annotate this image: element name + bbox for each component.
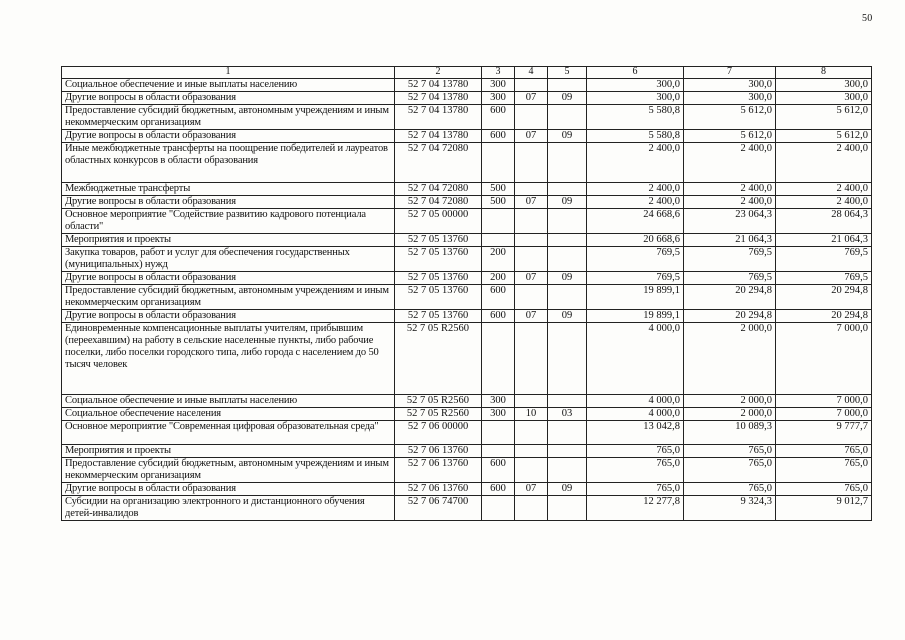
- expense-type-cell: [482, 209, 515, 234]
- expense-type-cell: [482, 323, 515, 395]
- expense-type-cell: 500: [482, 183, 515, 196]
- amount-cell-3: 769,5: [776, 247, 872, 272]
- amount-cell-3: 765,0: [776, 445, 872, 458]
- table-row: [62, 408, 872, 421]
- section-cell: [515, 105, 548, 130]
- amount-cell-2: 765,0: [684, 458, 776, 483]
- expense-type-cell: [482, 496, 515, 521]
- name-cell: Иные межбюджетные трансферты на поощрение победителей и лауреатов областных конкурсов в области образования: [62, 143, 395, 183]
- amount-cell-3: 9 777,7: [776, 421, 872, 445]
- expense-type-cell: 600: [482, 105, 515, 130]
- expense-type-cell: 300: [482, 92, 515, 105]
- expense-type-cell: 300: [482, 395, 515, 408]
- section-cell: [515, 183, 548, 196]
- column-header-2: 2: [395, 67, 482, 79]
- expense-type-cell: 200: [482, 272, 515, 285]
- table-row: [62, 196, 872, 209]
- amount-cell-3: 300,0: [776, 79, 872, 92]
- section-cell: 10: [515, 408, 548, 421]
- subsection-cell: [548, 247, 587, 272]
- amount-cell-1: 769,5: [587, 272, 684, 285]
- expense-type-cell: [482, 234, 515, 247]
- name-cell: Основное мероприятие "Современная цифровая образовательная среда": [62, 421, 395, 445]
- name-cell: Основное мероприятие "Содействие развитию кадрового потенциала области": [62, 209, 395, 234]
- code-cell: 52 7 05 R2560: [395, 395, 482, 408]
- table-row: [62, 496, 872, 521]
- subsection-cell: [548, 105, 587, 130]
- subsection-cell: [548, 285, 587, 310]
- expense-type-cell: [482, 421, 515, 445]
- code-cell: 52 7 04 72080: [395, 143, 482, 183]
- amount-cell-1: 19 899,1: [587, 285, 684, 310]
- subsection-cell: [548, 421, 587, 445]
- name-cell: Социальное обеспечение населения: [62, 408, 395, 421]
- amount-cell-1: 24 668,6: [587, 209, 684, 234]
- column-header-3: 3: [482, 67, 515, 79]
- amount-cell-1: 5 580,8: [587, 105, 684, 130]
- subsection-cell: 09: [548, 92, 587, 105]
- table-row: [62, 395, 872, 408]
- code-cell: 52 7 05 13760: [395, 234, 482, 247]
- code-cell: 52 7 04 13780: [395, 79, 482, 92]
- table-row: [62, 79, 872, 92]
- section-cell: 07: [515, 483, 548, 496]
- section-cell: [515, 209, 548, 234]
- table-row: [62, 209, 872, 234]
- subsection-cell: 09: [548, 130, 587, 143]
- amount-cell-3: 2 400,0: [776, 183, 872, 196]
- amount-cell-1: 4 000,0: [587, 408, 684, 421]
- amount-cell-1: 4 000,0: [587, 323, 684, 395]
- section-cell: [515, 247, 548, 272]
- amount-cell-3: 5 612,0: [776, 105, 872, 130]
- code-cell: 52 7 05 R2560: [395, 408, 482, 421]
- column-header-7: 7: [684, 67, 776, 79]
- subsection-cell: [548, 79, 587, 92]
- amount-cell-2: 2 400,0: [684, 143, 776, 183]
- amount-cell-2: 2 000,0: [684, 408, 776, 421]
- expense-type-cell: 600: [482, 458, 515, 483]
- code-cell: 52 7 04 72080: [395, 196, 482, 209]
- table-row: [62, 272, 872, 285]
- amount-cell-3: 7 000,0: [776, 408, 872, 421]
- column-header-6: 6: [587, 67, 684, 79]
- code-cell: 52 7 05 00000: [395, 209, 482, 234]
- subsection-cell: [548, 445, 587, 458]
- amount-cell-2: 2 400,0: [684, 183, 776, 196]
- name-cell: Другие вопросы в области образования: [62, 130, 395, 143]
- name-cell: Социальное обеспечение и иные выплаты населению: [62, 79, 395, 92]
- page-number: 50: [862, 13, 873, 24]
- section-cell: [515, 496, 548, 521]
- amount-cell-2: 300,0: [684, 92, 776, 105]
- table-row: [62, 458, 872, 483]
- code-cell: 52 7 05 R2560: [395, 323, 482, 395]
- amount-cell-1: 5 580,8: [587, 130, 684, 143]
- code-cell: 52 7 06 13760: [395, 445, 482, 458]
- column-header-1: 1: [62, 67, 395, 79]
- amount-cell-3: 769,5: [776, 272, 872, 285]
- name-cell: Другие вопросы в области образования: [62, 272, 395, 285]
- amount-cell-3: 7 000,0: [776, 323, 872, 395]
- subsection-cell: [548, 496, 587, 521]
- amount-cell-2: 20 294,8: [684, 285, 776, 310]
- amount-cell-3: 9 012,7: [776, 496, 872, 521]
- table-row: [62, 323, 872, 395]
- amount-cell-2: 2 000,0: [684, 395, 776, 408]
- expense-type-cell: 500: [482, 196, 515, 209]
- code-cell: 52 7 05 13760: [395, 247, 482, 272]
- section-cell: 07: [515, 310, 548, 323]
- amount-cell-2: 769,5: [684, 272, 776, 285]
- amount-cell-2: 2 400,0: [684, 196, 776, 209]
- amount-cell-1: 19 899,1: [587, 310, 684, 323]
- amount-cell-1: 2 400,0: [587, 183, 684, 196]
- code-cell: 52 7 05 13760: [395, 310, 482, 323]
- expense-type-cell: [482, 445, 515, 458]
- table-row: [62, 183, 872, 196]
- amount-cell-3: 28 064,3: [776, 209, 872, 234]
- subsection-cell: 09: [548, 310, 587, 323]
- amount-cell-2: 2 000,0: [684, 323, 776, 395]
- table-row: [62, 143, 872, 183]
- amount-cell-2: 21 064,3: [684, 234, 776, 247]
- subsection-cell: 09: [548, 483, 587, 496]
- expense-type-cell: 600: [482, 285, 515, 310]
- amount-cell-3: 2 400,0: [776, 143, 872, 183]
- name-cell: Предоставление субсидий бюджетным, автономным учреждениям и иным некоммерческим организациям: [62, 458, 395, 483]
- code-cell: 52 7 04 13780: [395, 130, 482, 143]
- code-cell: 52 7 04 13780: [395, 105, 482, 130]
- amount-cell-1: 12 277,8: [587, 496, 684, 521]
- amount-cell-1: 2 400,0: [587, 143, 684, 183]
- table-row: [62, 92, 872, 105]
- section-cell: [515, 421, 548, 445]
- subsection-cell: 03: [548, 408, 587, 421]
- section-cell: 07: [515, 272, 548, 285]
- name-cell: Другие вопросы в области образования: [62, 196, 395, 209]
- expense-type-cell: 600: [482, 310, 515, 323]
- amount-cell-3: 5 612,0: [776, 130, 872, 143]
- code-cell: 52 7 04 13780: [395, 92, 482, 105]
- subsection-cell: [548, 323, 587, 395]
- code-cell: 52 7 06 13760: [395, 458, 482, 483]
- name-cell: Другие вопросы в области образования: [62, 483, 395, 496]
- amount-cell-3: 300,0: [776, 92, 872, 105]
- table-row: [62, 421, 872, 445]
- table-row: [62, 310, 872, 323]
- amount-cell-1: 765,0: [587, 458, 684, 483]
- amount-cell-1: 13 042,8: [587, 421, 684, 445]
- table-row: [62, 285, 872, 310]
- section-cell: [515, 143, 548, 183]
- amount-cell-2: 23 064,3: [684, 209, 776, 234]
- table-row: [62, 445, 872, 458]
- section-cell: [515, 445, 548, 458]
- code-cell: 52 7 04 72080: [395, 183, 482, 196]
- budget-table: [61, 66, 872, 521]
- name-cell: Единовременные компенсационные выплаты учителям, прибывшим (переехавшим) на работу в сельские населенные пункты, либо рабочие поселки, либо поселки городского типа, либо города с населением до 50 тысяч человек: [62, 323, 395, 395]
- expense-type-cell: 300: [482, 408, 515, 421]
- amount-cell-1: 765,0: [587, 445, 684, 458]
- section-cell: [515, 323, 548, 395]
- amount-cell-1: 765,0: [587, 483, 684, 496]
- amount-cell-3: 20 294,8: [776, 285, 872, 310]
- name-cell: Межбюджетные трансферты: [62, 183, 395, 196]
- amount-cell-1: 300,0: [587, 92, 684, 105]
- table-row: [62, 247, 872, 272]
- amount-cell-2: 769,5: [684, 247, 776, 272]
- code-cell: 52 7 05 13760: [395, 285, 482, 310]
- subsection-cell: [548, 143, 587, 183]
- amount-cell-1: 4 000,0: [587, 395, 684, 408]
- amount-cell-2: 5 612,0: [684, 105, 776, 130]
- subsection-cell: [548, 458, 587, 483]
- subsection-cell: 09: [548, 196, 587, 209]
- amount-cell-2: 765,0: [684, 445, 776, 458]
- section-cell: [515, 395, 548, 408]
- subsection-cell: 09: [548, 272, 587, 285]
- name-cell: Предоставление субсидий бюджетным, автономным учреждениям и иным некоммерческим организациям: [62, 285, 395, 310]
- amount-cell-2: 9 324,3: [684, 496, 776, 521]
- section-cell: 07: [515, 92, 548, 105]
- name-cell: Мероприятия и проекты: [62, 234, 395, 247]
- code-cell: 52 7 05 13760: [395, 272, 482, 285]
- table-row: [62, 130, 872, 143]
- code-cell: 52 7 06 74700: [395, 496, 482, 521]
- amount-cell-2: 20 294,8: [684, 310, 776, 323]
- subsection-cell: [548, 183, 587, 196]
- column-header-5: 5: [548, 67, 587, 79]
- name-cell: Мероприятия и проекты: [62, 445, 395, 458]
- amount-cell-1: 2 400,0: [587, 196, 684, 209]
- column-header-4: 4: [515, 67, 548, 79]
- subsection-cell: [548, 234, 587, 247]
- amount-cell-3: 765,0: [776, 458, 872, 483]
- amount-cell-2: 765,0: [684, 483, 776, 496]
- section-cell: [515, 79, 548, 92]
- header-row: [62, 67, 872, 79]
- name-cell: Другие вопросы в области образования: [62, 310, 395, 323]
- amount-cell-3: 20 294,8: [776, 310, 872, 323]
- section-cell: [515, 285, 548, 310]
- expense-type-cell: 600: [482, 130, 515, 143]
- expense-type-cell: 300: [482, 79, 515, 92]
- subsection-cell: [548, 209, 587, 234]
- name-cell: Другие вопросы в области образования: [62, 92, 395, 105]
- amount-cell-3: 765,0: [776, 483, 872, 496]
- amount-cell-1: 300,0: [587, 79, 684, 92]
- amount-cell-1: 20 668,6: [587, 234, 684, 247]
- amount-cell-3: 7 000,0: [776, 395, 872, 408]
- amount-cell-3: 21 064,3: [776, 234, 872, 247]
- name-cell: Субсидии на организацию электронного и дистанционного обучения детей-инвалидов: [62, 496, 395, 521]
- name-cell: Социальное обеспечение и иные выплаты населению: [62, 395, 395, 408]
- section-cell: [515, 458, 548, 483]
- expense-type-cell: 200: [482, 247, 515, 272]
- amount-cell-2: 10 089,3: [684, 421, 776, 445]
- table-row: [62, 483, 872, 496]
- amount-cell-3: 2 400,0: [776, 196, 872, 209]
- code-cell: 52 7 06 00000: [395, 421, 482, 445]
- code-cell: 52 7 06 13760: [395, 483, 482, 496]
- subsection-cell: [548, 395, 587, 408]
- expense-type-cell: 600: [482, 483, 515, 496]
- amount-cell-2: 5 612,0: [684, 130, 776, 143]
- column-header-8: 8: [776, 67, 872, 79]
- name-cell: Предоставление субсидий бюджетным, автономным учреждениям и иным некоммерческим организациям: [62, 105, 395, 130]
- section-cell: 07: [515, 130, 548, 143]
- amount-cell-1: 769,5: [587, 247, 684, 272]
- name-cell: Закупка товаров, работ и услуг для обеспечения государственных (муниципальных) нужд: [62, 247, 395, 272]
- section-cell: [515, 234, 548, 247]
- amount-cell-2: 300,0: [684, 79, 776, 92]
- expense-type-cell: [482, 143, 515, 183]
- section-cell: 07: [515, 196, 548, 209]
- table-row: [62, 234, 872, 247]
- table-row: [62, 105, 872, 130]
